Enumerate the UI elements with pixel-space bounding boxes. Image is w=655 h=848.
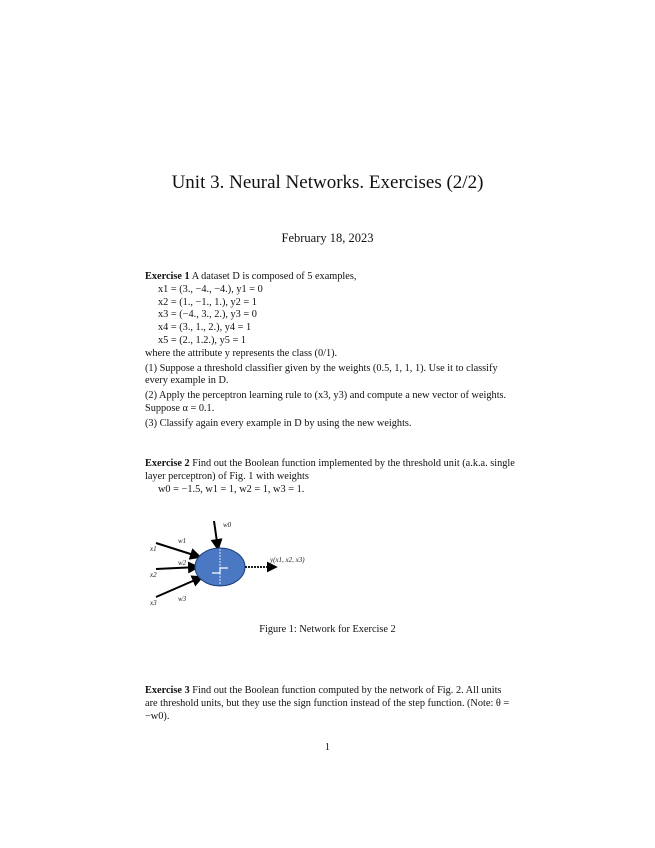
page-title: Unit 3. Neural Networks. Exercises (2/2) xyxy=(171,172,484,193)
class-note: where the attribute y represents the class (0/1). xyxy=(145,347,338,359)
example-2: x2 = (1., −1., 1.), y2 = 1 xyxy=(158,296,257,308)
bias-weight-label: w0 xyxy=(223,521,232,529)
exercise-3-text: Find out the Boolean function computed by the network of Fig. 2. All units are threshold units, but they use the sign function instead of the step function. (Note: θ = −w0). xyxy=(145,685,510,722)
input-arrow-2 xyxy=(156,567,198,569)
figure-1-caption: Figure 1: Network for Exercise 2 xyxy=(259,624,396,635)
exercise-2-label: Exercise 2 xyxy=(145,458,190,469)
exercise-2-weights: w0 = −1.5, w1 = 1, w2 = 1, w3 = 1. xyxy=(158,483,305,495)
input-label-3: x3 xyxy=(150,599,157,607)
figure-1-network xyxy=(148,515,328,610)
weight-label-3: w3 xyxy=(178,595,187,603)
question-1: (1) Suppose a threshold classifier given by the weights (0.5, 1, 1, 1). Use it to classify every example in D. xyxy=(145,362,498,387)
exercise-2-text: Find out the Boolean function implemented by the threshold unit (a.k.a. single layer perceptron) of Fig. 1 with weights xyxy=(145,458,515,482)
input-arrow-1 xyxy=(156,543,200,557)
example-3: x3 = (−4., 3., 2.), y3 = 0 xyxy=(158,309,257,321)
exercise-2-body xyxy=(145,458,515,484)
weight-label-2: w2 xyxy=(178,559,187,567)
weight-label-1: w1 xyxy=(178,537,187,545)
bias-arrow xyxy=(214,521,218,549)
input-label-1: x1 xyxy=(150,545,157,553)
exercise-1-intro: A dataset D is composed of 5 examples, xyxy=(191,271,357,282)
example-5: x5 = (2., 1.2.), y5 = 1 xyxy=(158,334,246,346)
exercise-3-label: Exercise 3 xyxy=(145,685,190,696)
input-arrow-3 xyxy=(156,577,202,597)
document-date: February 18, 2023 xyxy=(281,231,374,245)
output-label: y(x1, x2, x3) xyxy=(270,556,305,564)
network-diagram xyxy=(148,515,328,610)
input-label-2: x2 xyxy=(150,571,157,579)
exercise-1 xyxy=(145,271,515,431)
exercise-3 xyxy=(145,685,515,723)
example-4: x4 = (3., 1., 2.), y4 = 1 xyxy=(158,322,252,334)
page-number: 1 xyxy=(324,742,331,753)
exercise-1-intro-line xyxy=(145,271,515,284)
exercise-1-label: Exercise 1 xyxy=(145,271,190,282)
example-1: x1 = (3., −4., −4.), y1 = 0 xyxy=(158,283,263,295)
question-3: (3) Classify again every example in D by using the new weights. xyxy=(145,417,412,429)
exercise-2 xyxy=(145,458,515,496)
question-2: (2) Apply the perceptron learning rule to (x3, y3) and compute a new vector of weights. Suppose α = 0.1. xyxy=(145,390,507,414)
